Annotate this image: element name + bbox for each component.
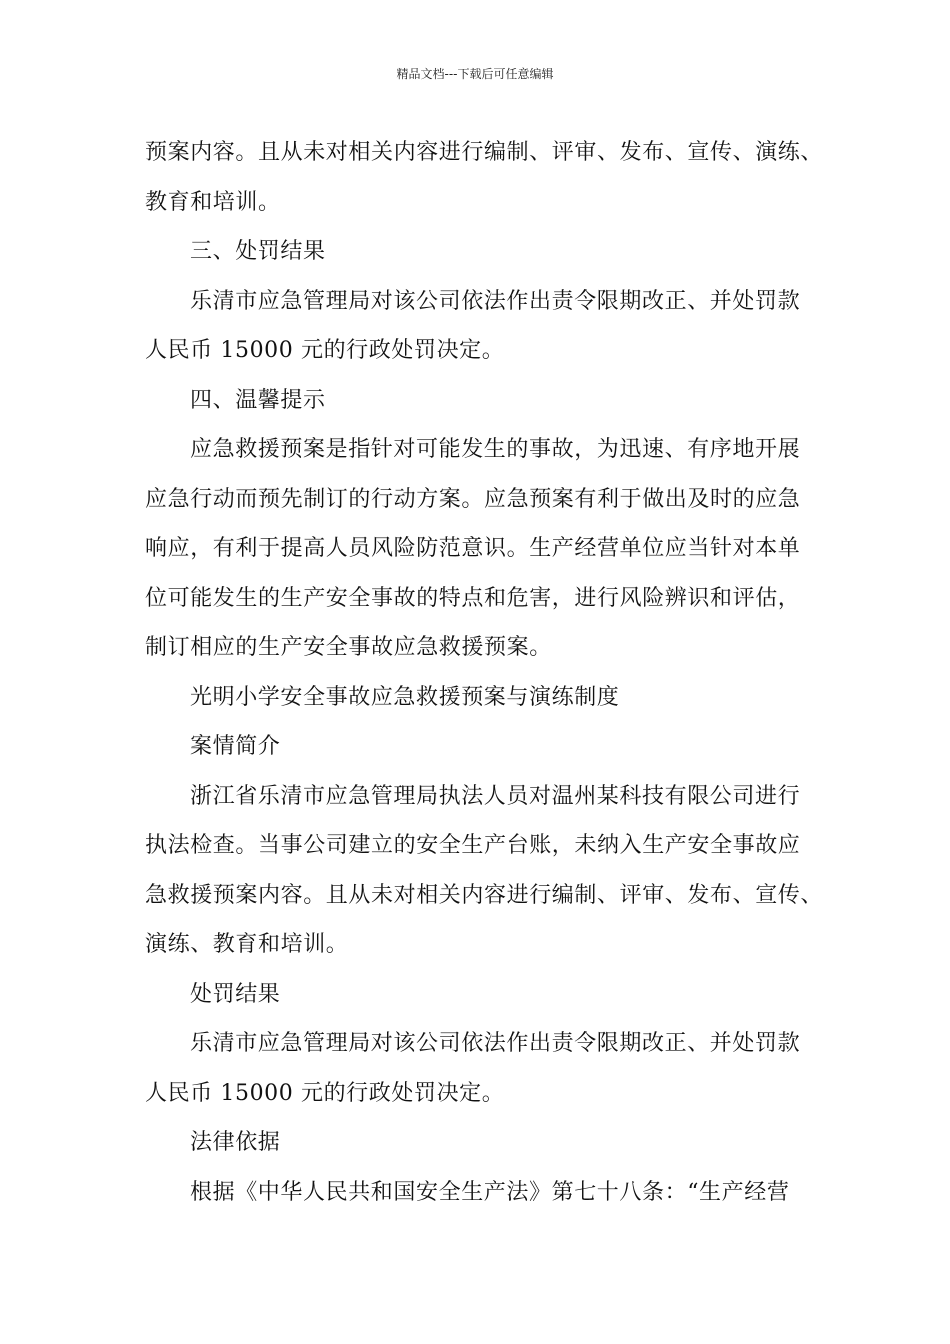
- text-line: 位可能发生的生产安全事故的特点和危害，进行风险辨识和评估，: [145, 585, 801, 611]
- text-line: 四、温馨提示: [190, 387, 326, 413]
- text-line: 应急行动而预先制订的行动方案。应急预案有利于做出及时的应急: [145, 486, 801, 512]
- document-body: [145, 128, 825, 1217]
- text-line: 根据《中华人民共和国安全生产法》第七十八条：“生产经营: [190, 1179, 790, 1205]
- text-line: 光明小学安全事故应急救援预案与演练制度: [190, 684, 620, 710]
- text-line: 制订相应的生产安全事故应急救援预案。: [145, 635, 552, 660]
- text-line: 演练、教育和培训。: [145, 932, 349, 957]
- page-header: 精品文档---下载后可任意编辑: [396, 67, 554, 81]
- text-line: 浙江省乐清市应急管理局执法人员对温州某科技有限公司进行: [190, 783, 801, 809]
- text-line: 乐清市应急管理局对该公司依法作出责令限期改正、并处罚款: [190, 288, 801, 314]
- text-line: 人民币 15000 元的行政处罚决定。: [145, 338, 505, 363]
- text-line: 急救援预案内容。且从未对相关内容进行编制、评审、发布、宣传、: [145, 882, 824, 908]
- text-line: 响应，有利于提高人员风险防范意识。生产经营单位应当针对本单: [145, 536, 801, 561]
- text-line: 人民币 15000 元的行政处罚决定。: [145, 1080, 505, 1106]
- text-line: 执法检查。当事公司建立的安全生产台账，未纳入生产安全事故应: [145, 833, 801, 858]
- text-line: 预案内容。且从未对相关内容进行编制、评审、发布、宣传、演练、: [145, 140, 824, 165]
- text-line: 乐清市应急管理局对该公司依法作出责令限期改正、并处罚款: [190, 1031, 801, 1056]
- text-line: 处罚结果: [190, 981, 281, 1007]
- text-line: 应急救援预案是指针对可能发生的事故，为迅速、有序地开展: [190, 437, 801, 462]
- text-line: 教育和培训。: [145, 189, 281, 215]
- text-line: 三、处罚结果: [190, 239, 326, 264]
- text-line: 法律依据: [190, 1130, 281, 1155]
- text-line: 案情简介: [190, 734, 281, 759]
